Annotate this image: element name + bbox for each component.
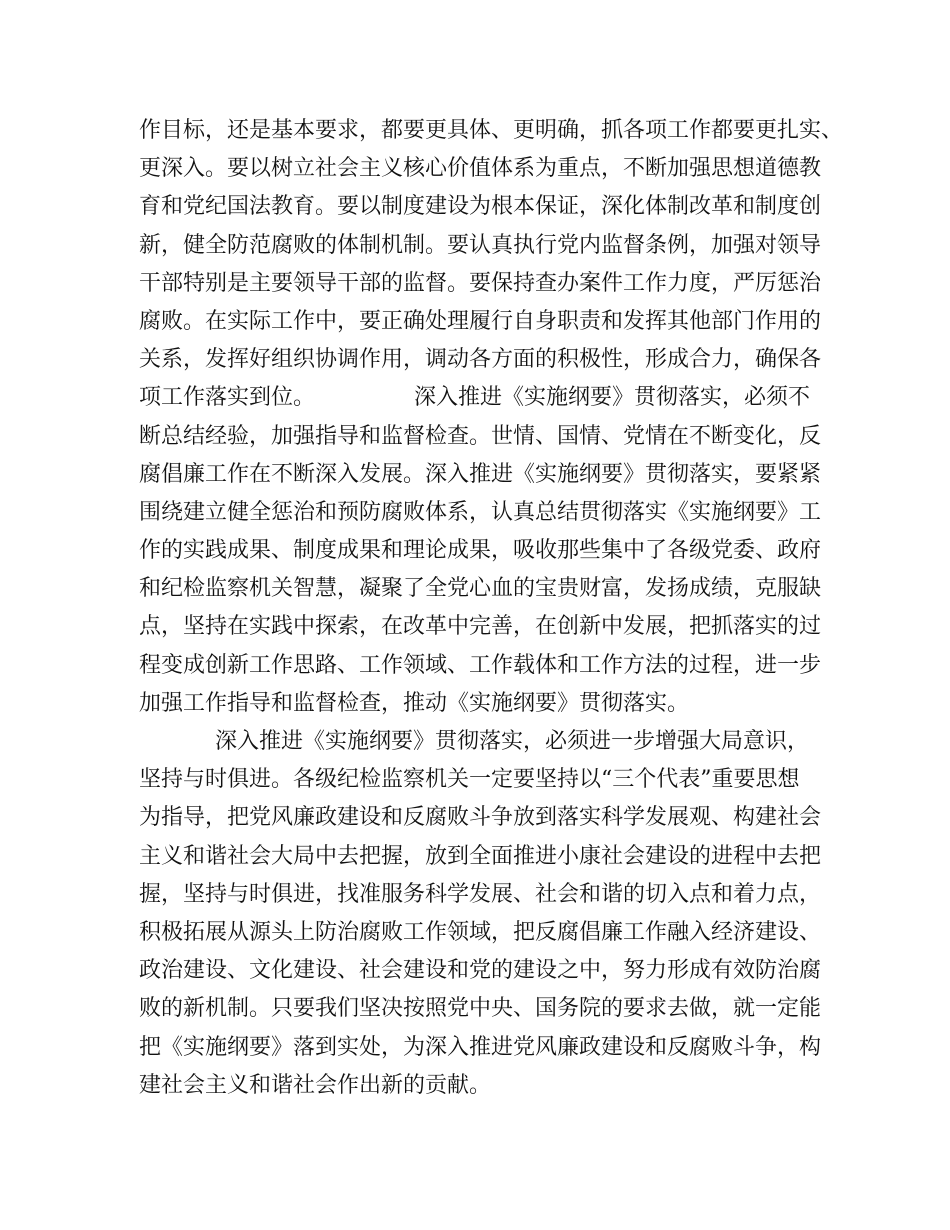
text-line: 断总结经验，加强指导和监督检查。世情、国情、党情在不断变化，反 bbox=[139, 423, 822, 449]
text-line: 政治建设、文化建设、社会建设和党的建设之中，努力形成有效防治腐 bbox=[139, 958, 822, 984]
document-body bbox=[139, 112, 844, 1105]
text-line: 育和党纪国法教育。要以制度建设为根本保证，深化体制改革和制度创 bbox=[139, 194, 822, 220]
paragraph-1 bbox=[139, 112, 844, 723]
text-line: 作的实践成果、制度成果和理论成果，吸收那些集中了各级党委、政府 bbox=[139, 538, 822, 564]
paragraph-2 bbox=[139, 723, 829, 1105]
text-line: 败的新机制。只要我们坚决按照党中央、国务院的要求去做，就一定能 bbox=[139, 996, 822, 1022]
text-line: 加强工作指导和监督检查，推动《实施纲要》贯彻落实。 bbox=[139, 690, 690, 716]
text-line: 把《实施纲要》落到实处，为深入推进党风廉政建设和反腐败斗争，构 bbox=[139, 1034, 822, 1060]
text-line: 腐倡廉工作在不断深入发展。深入推进《实施纲要》贯彻落实，要紧紧 bbox=[139, 461, 822, 487]
text-line: 关系，发挥好组织协调作用，调动各方面的积极性，形成合力，确保各 bbox=[139, 347, 822, 373]
text-line: 作目标，还是基本要求，都要更具体、更明确，抓各项工作都要更扎实、 bbox=[139, 118, 844, 143]
text-line: 新，健全防范腐败的体制机制。要认真执行党内监督条例，加强对领导 bbox=[139, 232, 822, 258]
text-line: 坚持与时俱进。各级纪检监察机关一定要坚持以“三个代表”重要思想 bbox=[139, 767, 800, 793]
text-line: 握，坚持与时俱进，找准服务科学发展、社会和谐的切入点和着力点， bbox=[139, 881, 822, 907]
text-line: 主义和谐社会大局中去把握，放到全面推进小康社会建设的进程中去把 bbox=[139, 843, 822, 869]
text-line: 更深入。要以树立社会主义核心价值体系为重点，不断加强思想道德教 bbox=[139, 156, 822, 182]
text-line: 为指导，把党风廉政建设和反腐败斗争放到落实科学发展观、构建社会 bbox=[139, 805, 822, 831]
text-line: 项工作落实到位。 深入推进《实施纲要》贯彻落实，必须不 bbox=[139, 385, 811, 411]
text-line: 积极拓展从源头上防治腐败工作领域，把反腐倡廉工作融入经济建设、 bbox=[139, 919, 822, 945]
text-line: 程变成创新工作思路、工作领域、工作载体和工作方法的过程，进一步 bbox=[139, 652, 822, 678]
text-line: 围绕建立健全惩治和预防腐败体系，认真总结贯彻落实《实施纲要》工 bbox=[139, 499, 822, 525]
text-line: 腐败。在实际工作中，要正确处理履行自身职责和发挥其他部门作用的 bbox=[139, 308, 822, 334]
text-line: 建社会主义和谐社会作出新的贡献。 bbox=[139, 1072, 492, 1098]
text-line: 干部特别是主要领导干部的监督。要保持查办案件工作力度，严厉惩治 bbox=[139, 270, 822, 296]
text-line: 点，坚持在实践中探索，在改革中完善，在创新中发展，把抓落实的过 bbox=[139, 614, 822, 640]
text-line: 深入推进《实施纲要》贯彻落实，必须进一步增强大局意识， bbox=[215, 729, 810, 754]
text-line: 和纪检监察机关智慧，凝聚了全党心血的宝贵财富，发扬成绩，克服缺 bbox=[139, 576, 822, 602]
